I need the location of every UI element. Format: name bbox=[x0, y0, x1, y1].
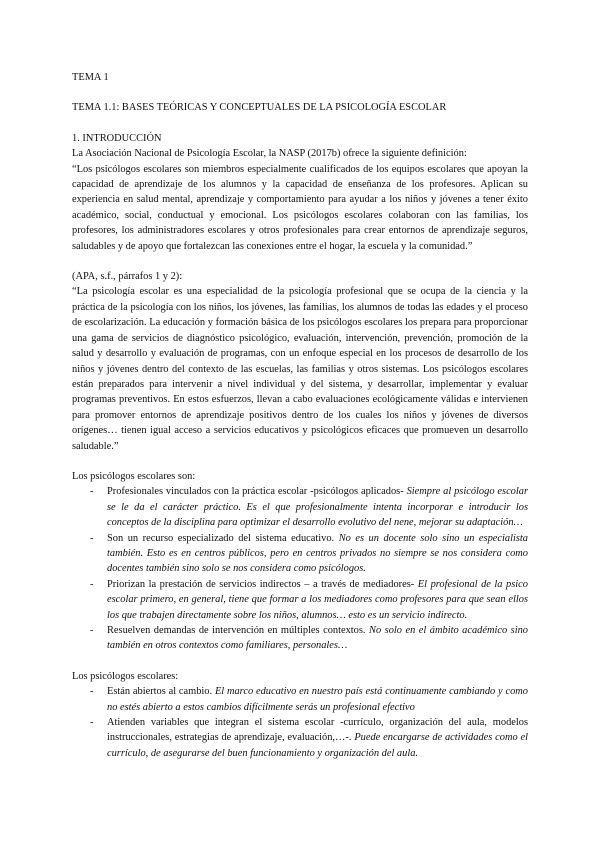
dash-marker: - bbox=[90, 686, 94, 698]
item-note: No es un docente solo sino un especialista también. Esto es en centros públicos, pero en centros privados no siempre se nos considera como docentes también sino solo se nos considera como psicólogos. bbox=[107, 532, 528, 575]
list-item bbox=[72, 577, 528, 623]
list1-heading: Los psicólogos escolares son: bbox=[72, 470, 196, 482]
list-item bbox=[72, 684, 528, 715]
item-note: No solo en el ámbito académico sino también en otros contextos como familiares, personales… bbox=[107, 625, 529, 652]
item-text: Son un recurso especializado del sistema educativo. bbox=[107, 532, 335, 544]
dash-marker: - bbox=[90, 486, 94, 498]
dash-marker: - bbox=[90, 532, 94, 544]
document-subtitle: TEMA 1.1: BASES TEÓRICAS Y CONCEPTUALES DE LA PSICOLOGÍA ESCOLAR bbox=[72, 102, 447, 114]
item-text: Atienden variables que integran el sistema escolar -currículo, organización del aula, modelos instruccionales, estrategias de aprendizaje, evaluación,…-. bbox=[107, 717, 528, 744]
item-note: Siempre al psicólogo escolar se le da el carácter práctico. Es el que profesionalmente intenta incorporar e introducir los conceptos de la disciplina para optimizar el desarrollo evolutivo del nene, mejorar su adaptación… bbox=[107, 486, 528, 529]
apa-citation: (APA, s.f., párrafos 1 y 2): bbox=[72, 271, 183, 283]
list2 bbox=[72, 684, 528, 761]
dash-marker: - bbox=[90, 625, 94, 636]
list2-heading: Los psicólogos escolares: bbox=[72, 670, 179, 682]
nasp-quote: “Los psicólogos escolares son miembros especialmente cualificados de los equipos escolares que apoyan la capacidad de aprendizaje de los alumnos y la capacidad de enseñanza de los profesores. Aplican su experiencia en salud mental, aprendizaje y comportamiento para ayudar a los niños y jóvenes a tener éxito académico, social, conductual y emocional. Los psicólogos escolares colaboran con las familias, los profesores, los administradores escolares y otros profesionales para crear entornos de aprendizaje seguros, saludables y de apoyo que fortalezcan las conexiones entre el hogar, la escuela y la comunidad.” bbox=[72, 163, 528, 252]
list-item bbox=[72, 715, 528, 761]
document-page bbox=[72, 70, 528, 761]
list-item bbox=[72, 623, 528, 654]
list-item bbox=[72, 531, 528, 577]
item-note: El marco educativo en nuestro país está continuamente cambiando y como no estés abierto a estos cambios difícilmente serás un profesional efectivo bbox=[107, 686, 528, 713]
item-text: Profesionales vinculados con la práctica escolar -psicólogos aplicados- bbox=[107, 486, 404, 498]
intro-paragraph: La Asociación Nacional de Psicología Escolar, la NASP (2017b) ofrece la siguiente definición: bbox=[72, 148, 467, 160]
dash-marker: - bbox=[90, 578, 94, 590]
item-text: Priorizan la prestación de servicios indirectos – a través de mediadores- bbox=[107, 578, 415, 590]
list-item bbox=[72, 484, 528, 530]
apa-quote: “La psicología escolar es una especialidad de la psicología profesional que se ocupa de la ciencia y la práctica de la psicología con los niños, los jóvenes, las familias, los alumnos de todas las edades y el proceso de escolarización. La educación y formación básica de los psicólogos escolares los prepara para proporcionar una gama de servicios de diagnóstico psicológico, evaluación, intervención, prevención, promoción de la salud y desarrollo y evaluación de programas, con un enfoque especial en los procesos de desarrollo de los niños y jóvenes dentro del contexto de las escuelas, las familias y otros sistemas. Los psicólogos escolares están preparados para intervenir a nivel individual y del sistema, y desarrollar, implementar y evaluar programas preventivos. En estos esfuerzos, llevan a cabo evaluaciones ecológicamente válidas e intervienen para promover entornos de aprendizaje positivos dentro de los cuales los niños y jóvenes de diversos orígenes… tienen igual acceso a servicios educativos y psicológicos eficaces que promueven un desarrollo saludable.” bbox=[72, 286, 528, 452]
item-note: Puede encargarse de actividades como el currículo, de asegurarse del buen funcionamiento y organización del aula. bbox=[107, 732, 528, 759]
document-title: TEMA 1 bbox=[72, 72, 109, 83]
dash-marker: - bbox=[90, 717, 94, 729]
item-note: El profesional de la psico escolar primero, en general, tiene que formar a los mediadores como profesores para que sean ellos los que trabajen directamente sobre los niños, alumnos… esto es un servicio indirecto. bbox=[107, 578, 528, 621]
item-text: Resuelven demandas de intervención en múltiples contextos. bbox=[107, 625, 366, 636]
list1 bbox=[72, 484, 528, 653]
section-heading: 1. INTRODUCCIÓN bbox=[72, 132, 162, 144]
item-text: Están abiertos al cambio. bbox=[107, 686, 213, 698]
